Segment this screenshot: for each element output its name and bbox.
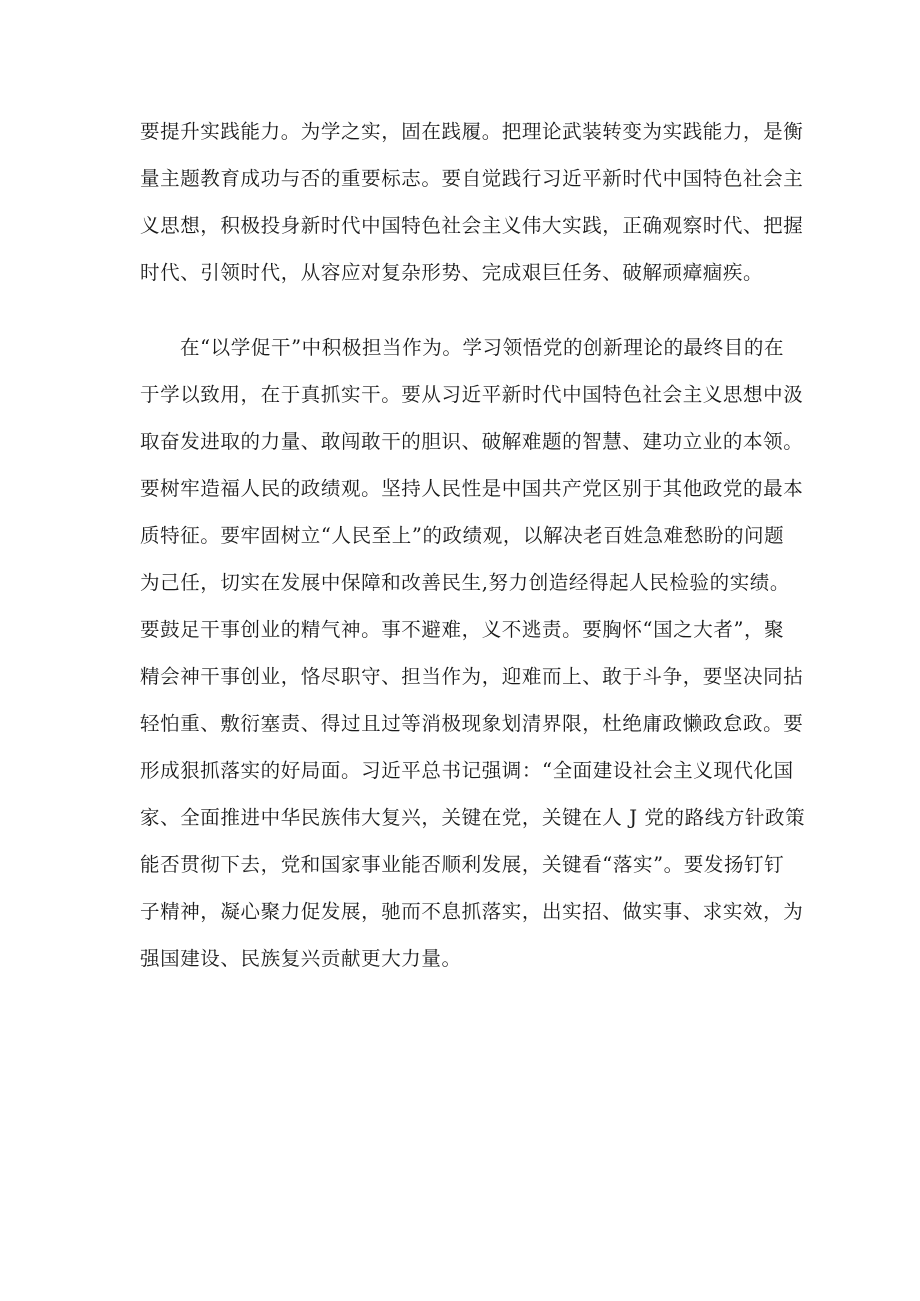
- paragraph-2-line-10: 形成狠抓落实的好局面。习近平总书记强调：“全面建设社会主义现代化国: [140, 759, 794, 782]
- paragraph-2-line-3: 取奋发进取的力量、敢闯敢干的胆识、破解难题的智慧、建功立业的本领。: [140, 430, 804, 453]
- paragraph-2-line-4: 要树牢造福人民的政绩观。坚持人民性是中国共产党区别于其他政党的最本: [140, 477, 804, 500]
- paragraph-2-line-14: 强国建设、民族复兴贡献更大力量。: [140, 947, 462, 970]
- paragraph-2-line-1: 在“以学促干”中积极担当作为。学习领悟党的创新理论的最终目的在: [180, 336, 785, 359]
- paragraph-2-line-5: 质特征。要牢固树立“人民至上”的政绩观，以解决老百姓急难愁盼的问题: [140, 524, 785, 547]
- paragraph-2-line-9: 轻怕重、敷衍塞责、得过且过等消极现象划清界限，杜绝庸政懒政怠政。要: [140, 712, 804, 735]
- paragraph-2-line-11: 家、全面推进中华民族伟大复兴，关键在党，关键在人 J 党的路线方针政策: [140, 806, 806, 829]
- paragraph-2-line-8: 精会神干事创业，恪尽职守、担当作为，迎难而上、敢于斗争，要坚决同拈: [140, 665, 804, 688]
- paragraph-1-line-1: 要提升实践能力。为学之实，固在践履。把理论武装转变为实践能力，是衡: [140, 120, 804, 143]
- paragraph-2-line-13: 子精神，凝心聚力促发展，驰而不息抓落实，出实招、做实事、求实效，为: [140, 900, 804, 923]
- paragraph-2-line-7: 要鼓足干事创业的精气神。事不避难，义不逃责。要胸怀“国之大者”，聚: [140, 618, 785, 641]
- paragraph-1-line-2: 量主题教育成功与否的重要标志。要自觉践行习近平新时代中国特色社会主: [140, 167, 804, 190]
- paragraph-1-line-4: 时代、引领时代，从容应对复杂形势、完成艰巨任务、破解顽瘴痼疾。: [140, 261, 764, 284]
- paragraph-2-line-2: 于学以致用，在于真抓实干。要从习近平新时代中国特色社会主义思想中汲: [140, 383, 804, 406]
- paragraph-1-line-3: 义思想，积极投身新时代中国特色社会主义伟大实践，正确观察时代、把握: [140, 214, 804, 237]
- paragraph-2-line-6: 为己任，切实在发展中保障和改善民生,努力创造经得起人民检验的实绩。: [140, 571, 790, 594]
- paragraph-2-line-12: 能否贯彻下去，党和国家事业能否顺利发展，关键看“落实”。要发扬钉钉: [140, 853, 785, 876]
